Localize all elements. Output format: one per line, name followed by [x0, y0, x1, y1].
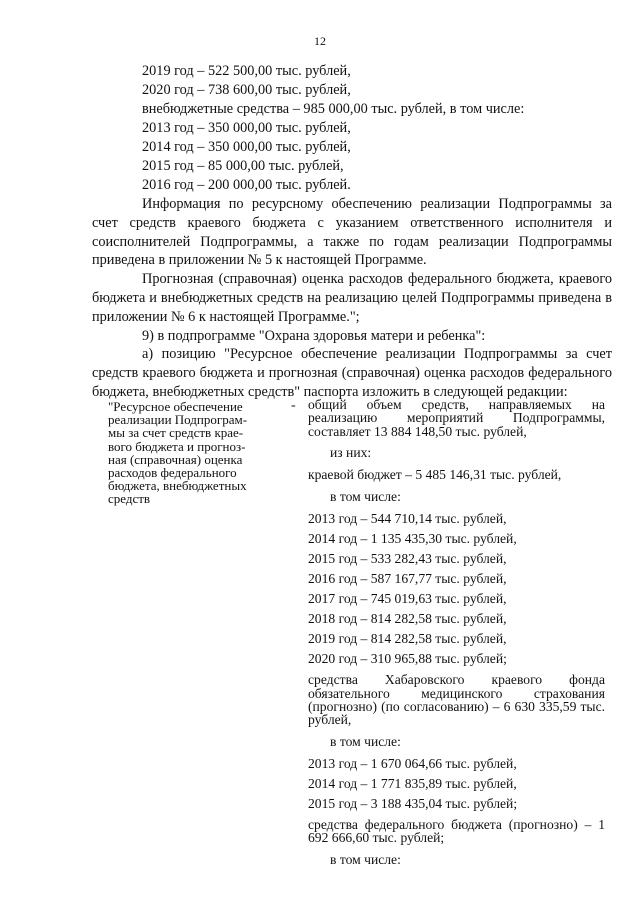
- paragraph-item-9: 9) в подпрограмме "Охрана здоровья матери и ребенка":: [142, 327, 486, 344]
- budget-line-2020: 2020 год – 738 600,00 тыс. рублей,: [142, 82, 351, 98]
- regional-year-row: 2017 год – 745 019,63 тыс. рублей,: [308, 591, 507, 607]
- page-number: 12: [314, 34, 326, 48]
- regional-budget-total: краевой бюджет – 5 485 146,31 тыс. рублей,: [308, 467, 562, 483]
- label-line: мы за счет средств крае-: [108, 425, 244, 441]
- label-line: бюджета, внебюджетных: [108, 478, 247, 494]
- including-label: в том числе:: [330, 489, 401, 505]
- of-them-label: из них:: [330, 445, 372, 461]
- paragraph-item-a: а) позицию "Ресурсное обеспечение реализации Подпрограммы за счет средств краевого бюджета и прогнозная (справочная) оценка расходов федерального бюджета, внебюджетных средств" паспорта изложить в следующей редакции:: [92, 346, 612, 400]
- including-label: в том числе:: [330, 733, 401, 749]
- regional-year-row: 2013 год – 544 710,14 тыс. рублей,: [308, 511, 507, 527]
- regional-year-row: 2014 год – 1 135 435,30 тыс. рублей,: [308, 531, 517, 547]
- separator-dash: -: [291, 398, 296, 413]
- extrabudget-total: внебюджетные средства – 985 000,00 тыс. рублей, в том числе:: [142, 101, 525, 117]
- label-line: средств: [108, 491, 151, 507]
- regional-year-row: 2020 год – 310 965,88 тыс. рублей;: [308, 651, 507, 667]
- label-line: расходов федерального: [108, 465, 237, 481]
- fund-year-row: 2015 год – 3 188 435,04 тыс. рублей;: [308, 795, 518, 811]
- federal-budget-total: средства федерального бюджета (прогнозно) – 1 692 666,60 тыс. рублей;: [308, 816, 605, 846]
- regional-year-row: 2018 год – 814 282,58 тыс. рублей,: [308, 611, 507, 627]
- fund-year-row: 2014 год – 1 771 835,89 тыс. рублей,: [308, 775, 517, 791]
- extrabudget-2013: 2013 год – 350 000,00 тыс. рублей,: [142, 120, 351, 136]
- label-line: "Ресурсное обеспечение: [108, 399, 243, 414]
- document-body: [92, 62, 612, 402]
- regional-year-row: 2016 год – 587 167,77 тыс. рублей,: [308, 571, 507, 587]
- extrabudget-2016: 2016 год – 200 000,00 тыс. рублей.: [142, 177, 351, 193]
- label-line: реализации Подпрограм-: [108, 412, 248, 428]
- insurance-fund-total: средства Хабаровского краевого фонда обязательного медицинского страхования (прогнозно) (по согласованию) – 6 630 335,59 тыс. рублей,: [308, 672, 605, 728]
- regional-year-row: 2019 год – 814 282,58 тыс. рублей,: [308, 631, 507, 647]
- passport-position-label: [108, 400, 276, 506]
- extrabudget-2015: 2015 год – 85 000,00 тыс. рублей,: [142, 158, 344, 174]
- regional-year-row: 2015 год – 533 282,43 тыс. рублей,: [308, 551, 507, 567]
- including-label: в том числе:: [330, 851, 401, 867]
- paragraph-forecast: Прогнозная (справочная) оценка расходов федерального бюджета, краевого бюджета и внебюджетных средств на реализацию целей Подпрограммы приведена в приложении № 6 к настоящей Программе.";: [92, 271, 612, 325]
- extrabudget-2014: 2014 год – 350 000,00 тыс. рублей,: [142, 139, 351, 155]
- budget-line-2019: 2019 год – 522 500,00 тыс. рублей,: [142, 63, 351, 79]
- label-line: вого бюджета и прогноз-: [108, 438, 246, 454]
- paragraph-resource-info: Информация по ресурсному обеспечению реализации Подпрограммы за счет средств краевого бюджета с указанием ответственного исполнителя и соисполнителей Подпрограммы, а также по годам реализации Подпрограммы приведена в приложении № 5 к настоящей Программе.: [92, 196, 612, 269]
- passport-position-value: [308, 398, 605, 867]
- total-funding: общий объем средств, направляемых на реализацию мероприятий Подпрограммы, составляет 13 884 148,50 тыс. рублей,: [308, 397, 605, 439]
- label-line: ная (справочная) оценка: [108, 451, 243, 467]
- fund-year-row: 2013 год – 1 670 064,66 тыс. рублей,: [308, 755, 517, 771]
